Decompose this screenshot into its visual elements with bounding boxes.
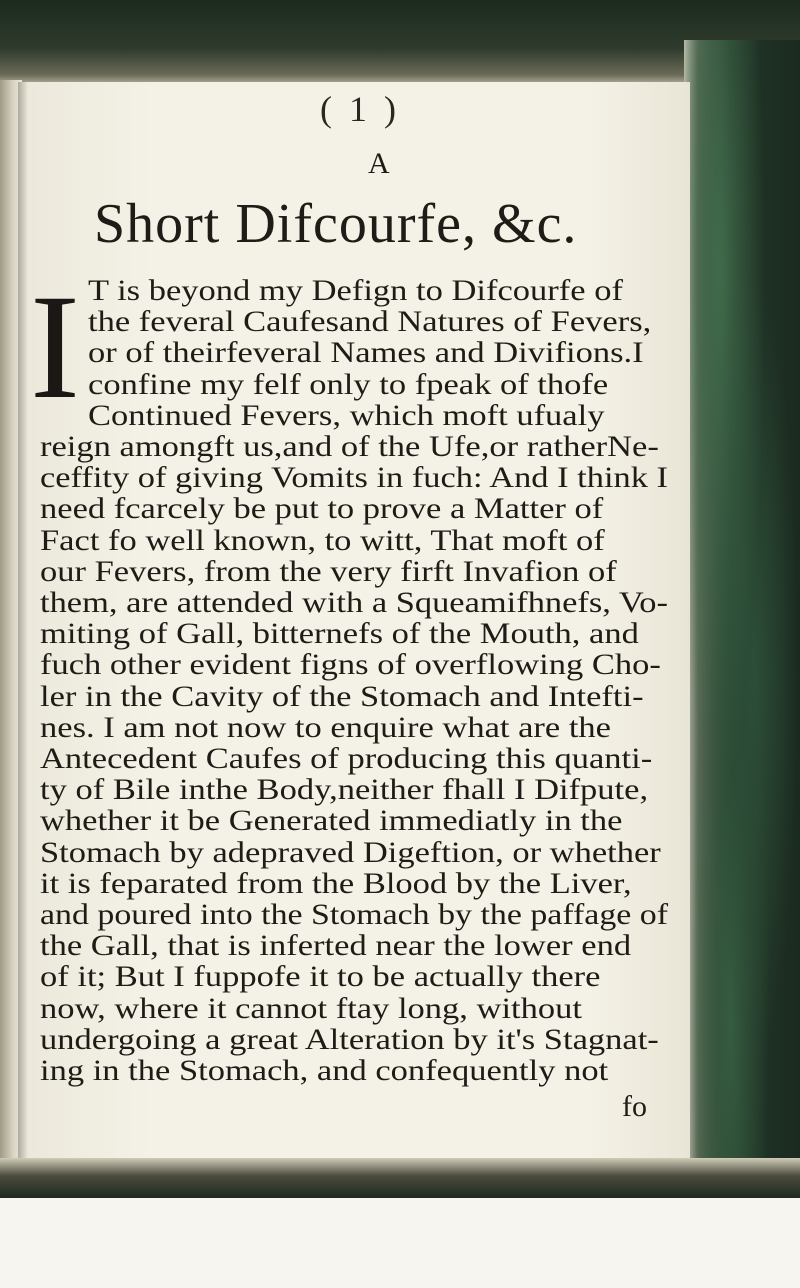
body-line: and poured into the Stomach by the paffage of (40, 898, 668, 931)
body-line: whether it be Generated immediatly in the (40, 804, 623, 838)
body-line: or of theirfeveral Names and Divifions.I (88, 336, 644, 370)
signature-mark: A (368, 147, 390, 180)
body-line: undergoing a great Alteration by it's Stagnat- (40, 1022, 659, 1056)
body-line: nes. I am not now to enquire what are the (40, 710, 611, 744)
body-line: now, where it cannot ftay long, without (40, 991, 582, 1025)
body-line: it is feparated from the Blood by the Liver, (40, 866, 632, 900)
page-number: ( 1 ) (320, 89, 400, 129)
body-line: Fact fo well known, to witt, That moft of (40, 523, 605, 557)
catchword: fo (622, 1090, 647, 1123)
page-title: Short Difcourfe, &c. (94, 193, 578, 255)
body-line: Antecedent Caufes of producing this quanti- (40, 742, 653, 775)
drop-cap: I (30, 264, 80, 430)
body-line: them, are attended with a Squeamifhnefs, Vo- (40, 586, 668, 619)
body-line: ty of Bile inthe Body,neither fhall I Difpute, (40, 773, 649, 807)
body-line: need fcarcely be put to prove a Matter of (40, 492, 604, 526)
body-line: the feveral Caufesand Natures of Fevers, (88, 305, 652, 339)
body-line: reign amongft us,and of the Ufe,or ratherNe- (40, 430, 659, 463)
body-line: ler in the Cavity of the Stomach and Intefti- (40, 679, 644, 713)
body-line: the Gall, that is inferted near the lower end (40, 929, 632, 963)
body-line: ceffity of giving Vomits in fuch: And I think I (40, 461, 668, 495)
body-line: fuch other evident figns of overflowing Cho- (40, 648, 661, 682)
body-line: Stomach by adepraved Digeftion, or whether (40, 835, 661, 869)
body-line: confine my felf only to fpeak of thofe (88, 367, 609, 401)
body-line: miting of Gall, bitternefs of the Mouth, and (40, 617, 639, 651)
body-line: our Fevers, from the very firft Invafion of (40, 554, 617, 588)
body-line: Continued Fevers, which moft ufualy (88, 398, 605, 432)
body-line: T is beyond my Defign to Difcourfe of (88, 274, 623, 307)
body-line: ing in the Stomach, and confequently not (40, 1054, 609, 1087)
body-line: of it; But I fuppofe it to be actually there (40, 960, 601, 994)
